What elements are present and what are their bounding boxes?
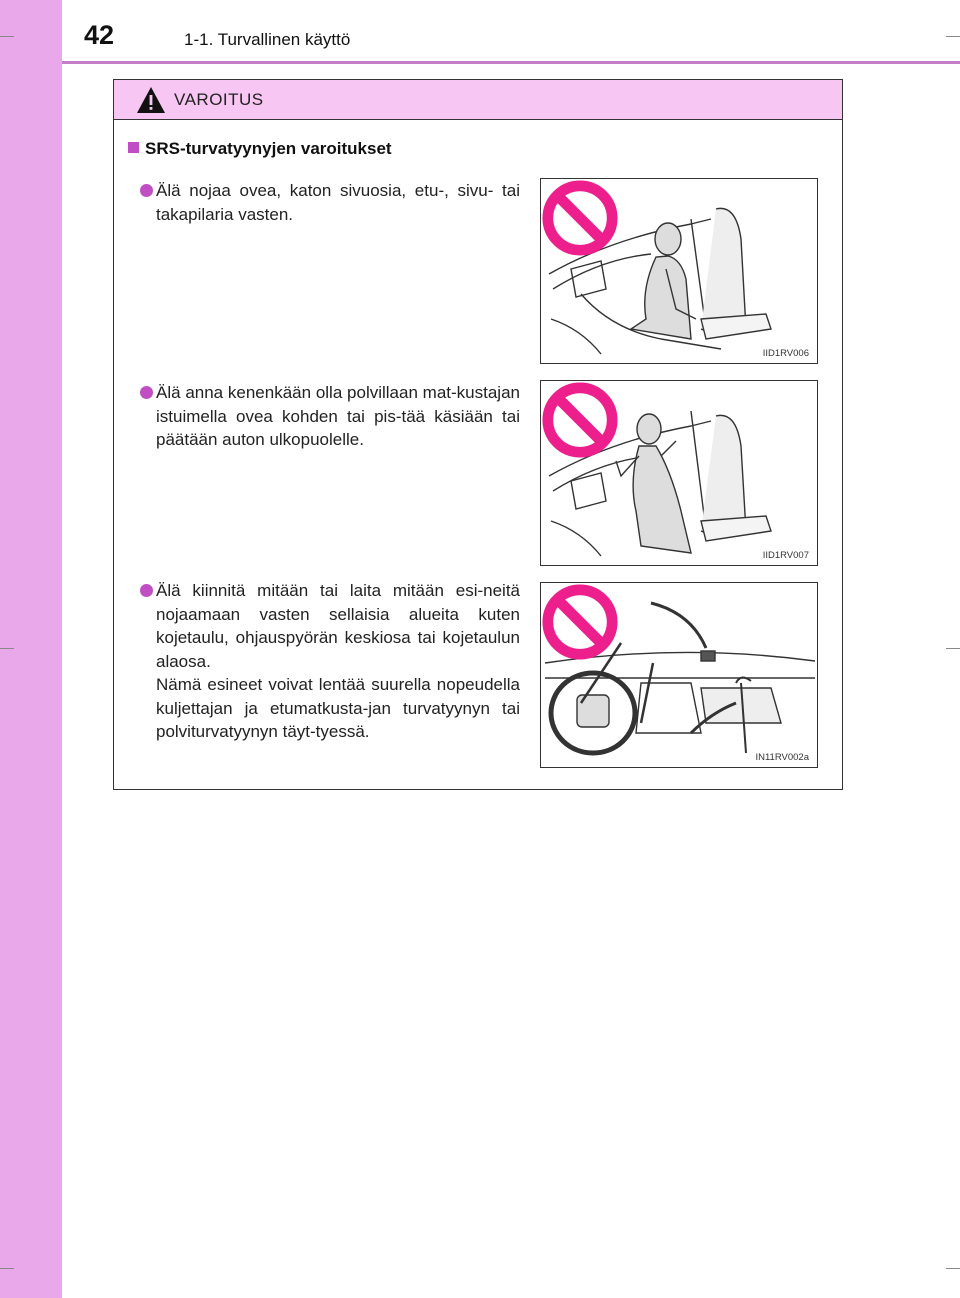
crop-mark (0, 648, 14, 649)
warning-triangle-icon (136, 86, 166, 114)
item-text: Älä kiinnitä mitään tai laita mitään esi-neitä nojaamaan vasten sellaisia alueita kuten kojetaulu, ohjauspyörän keskiosa tai kojetaulun alaosa. (156, 581, 520, 671)
item-text: Älä nojaa ovea, katon sivuosia, etu-, sivu- tai takapilaria vasten. (156, 181, 520, 224)
section-title: 1-1. Turvallinen käyttö (184, 30, 351, 49)
figure-code: IID1RV007 (762, 550, 809, 561)
warning-item (140, 579, 520, 744)
crop-mark (946, 1268, 960, 1269)
crop-mark (0, 36, 14, 37)
prohibition-icon (541, 381, 619, 459)
figure-dashboard-objects (540, 582, 818, 768)
item-text-2: Nämä esineet voivat lentää suurella nopeudella kuljettajan ja etumatkusta-jan turvatyynyn tai polviturvatyynyn täyt-tyessä. (156, 675, 520, 741)
square-bullet-icon (128, 142, 139, 153)
crop-mark (946, 36, 960, 37)
prohibition-icon (541, 179, 619, 257)
item-text: Älä anna kenenkään olla polvillaan mat-kustajan istuimella ovea kohden tai pis-tää käsiään tai päätään auton ulkopuolelle. (156, 383, 520, 449)
bullet-icon (140, 584, 153, 597)
warning-box (113, 79, 843, 790)
crop-mark (946, 648, 960, 649)
crop-mark (0, 1268, 14, 1269)
warning-subheading (128, 139, 392, 159)
warning-title: VAROITUS (174, 90, 264, 109)
warning-item (140, 381, 520, 452)
side-tab (0, 0, 62, 1298)
page-number: 42 (84, 20, 115, 50)
prohibition-icon (541, 583, 619, 661)
figure-code: IN11RV002a (755, 752, 809, 763)
bullet-icon (140, 184, 153, 197)
header-rule (62, 61, 960, 64)
figure-code: IID1RV006 (762, 348, 809, 359)
subheading-text: SRS-turvatyynyjen varoitukset (145, 139, 392, 158)
bullet-icon (140, 386, 153, 399)
figure-kneeling-on-seat (540, 380, 818, 566)
warning-item (140, 179, 520, 226)
figure-leaning-on-door (540, 178, 818, 364)
warning-header (114, 80, 842, 120)
